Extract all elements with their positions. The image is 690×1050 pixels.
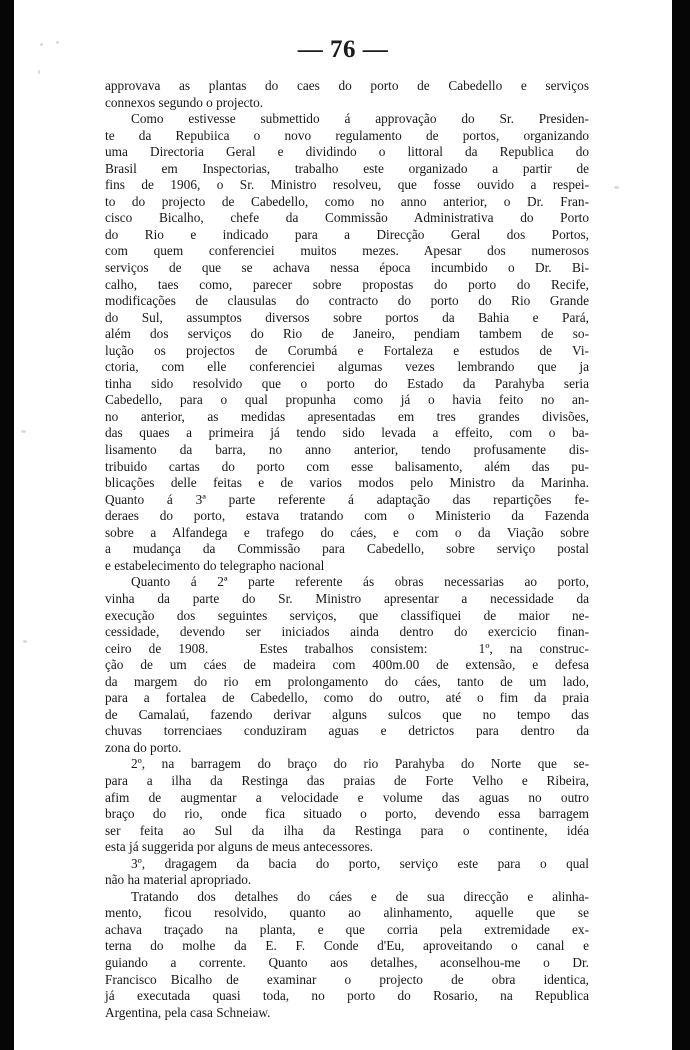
text-line: te da Repubiica o novo regulamento de portos, organizando (105, 127, 589, 143)
text-line: modificações de clausulas do contracto do porto do Rio Grande (105, 293, 589, 309)
text-line: cessidade, devendo ser iniciados ainda dentro do exercicio finan- (105, 624, 589, 640)
text-line: zona do porto. (105, 739, 182, 755)
text-line: terna do molhe da E. F. Conde d'Eu, aproveitando o canal e (105, 938, 589, 954)
text-line: connexos segundo o projecto. (105, 94, 264, 110)
page-sheet (14, 0, 672, 1050)
text-line: da margem do rio em prolongamento do cáes, tanto de um lado, (105, 673, 589, 689)
page-number: — 76 — (297, 36, 389, 63)
scan-speckle (38, 70, 40, 74)
text-line: ção de um cáes de madeira com 400m.00 de extensão, e defesa (105, 657, 589, 673)
text-line: vinha da parte do Sr. Ministro apresentar a necessidade da (105, 590, 589, 606)
text-line: uma Directoria Geral e dividindo o littoral da Republica do (105, 144, 589, 160)
text-line: sobre a Alfandega e trafego do cáes, e com o da Viação sobre (105, 524, 589, 540)
text-line: Cabedello, para o qual propunha como já o havia feito no an- (105, 392, 589, 408)
text-line: de Camalaú, fazendo derivar alguns sulcos que no tempo das (105, 706, 589, 722)
text-line: braço do rio, onde fica situado o porto, devendo essa barragem (105, 806, 589, 822)
text-line: tinha sido resolvido que o porto do Estado da Parahyba seria (105, 375, 589, 391)
text-line: Francisco Bicalho de examinar o projecto de obra identica, (105, 971, 589, 987)
text-line: afim de augmentar a velocidade e volume das aguas no outro (105, 789, 589, 805)
text-line: approvava as plantas do caes do porto de Cabedello e serviços (105, 78, 589, 93)
text-line: ser feita ao Sul da ilha da Restinga para o continente, idéa (105, 822, 589, 838)
text-line: deraes do porto, estava tratando com o Ministerio da Fazenda (105, 508, 589, 524)
text-line: execução dos seguintes serviços, que classifiquei de maior ne- (105, 607, 589, 623)
paragraph (105, 78, 589, 111)
text-line: Argentina, pela casa Schneiaw. (105, 1004, 271, 1020)
paragraph (105, 889, 589, 1021)
text-line: para a fortalea de Cabedello, como do outro, até o fim da praia (105, 690, 589, 706)
text-line: lução os projectos de Corumbá e Fortaleza e estudos de Vi- (105, 342, 589, 358)
text-line: ctoria, com elle conferenciei algumas vezes lembrando que ja (105, 359, 589, 375)
scan-speckle (21, 430, 26, 433)
text-line: Quanto á 2ª parte referente ás obras necessarias ao porto, (131, 574, 589, 590)
scan-speckle (23, 640, 27, 643)
text-line: cisco Bicalho, chefe da Commissão Administrativa do Porto (105, 210, 589, 226)
text-line: Quanto á 3ª parte referente á adaptação das repartições fe- (105, 491, 589, 507)
text-line: não ha material apropriado. (105, 872, 252, 888)
text-line: ceiro de 1908. Estes trabalhos consistem: 1º, na construc- (105, 640, 589, 656)
text-line: serviços de que se achava nessa época incumbido o Dr. Bi- (105, 260, 589, 276)
text-line: 2º, na barragem do braço do rio Parahyba do Norte que se- (131, 756, 589, 772)
text-line: e estabelecimento do telegrapho nacional (105, 557, 325, 573)
text-line: já executada quasi toda, no porto do Rosario, na Republica (105, 988, 589, 1004)
text-line: esta já suggerida por alguns de meus antecessores. (105, 839, 374, 855)
text-line: Brasil em Inspectorias, trabalho este organizado a partir de (105, 160, 589, 176)
text-line: com quem conferenciei muitos mezes. Apesar dos numerosos (105, 243, 589, 259)
text-line: lisamento da barra, no anno anterior, tendo profusamente dis- (105, 442, 589, 458)
scan-edge-right (672, 0, 690, 1050)
text-line: no anterior, as medidas apresentadas em tres grandes divisões, (105, 408, 589, 424)
text-line: mento, ficou resolvido, quanto ao alinhamento, aquelle que se (105, 905, 589, 921)
text-line: blicações delle feitas e de varios modos pelo Ministro da Marinha. (105, 475, 589, 491)
text-line: chuvas torrenciaes conduziram aguas e detrictos para dentro da (105, 723, 589, 739)
scan-speckle (614, 186, 619, 189)
text-line: do Sul, assumptos diversos sobre portos da Bahia e Pará, (105, 309, 589, 325)
scan-edge-left (0, 0, 14, 1050)
text-line: do Rio e indicado para a Direcção Geral dos Portos, (105, 226, 589, 242)
text-line: guiando a corrente. Quanto aos detalhes, aconselhou-me o Dr. (105, 954, 589, 970)
text-line: das quaes a primeira já tendo sido levada a effeito, com o ba- (105, 425, 589, 441)
text-line: tribuido cartas do porto com esse balisamento, além das pu- (105, 458, 589, 474)
text-line: calho, taes como, parecer sobre propostas do porto do Recife, (105, 276, 589, 292)
text-line: a mudança da Commissão para Cabedello, sobre serviço postal (105, 541, 589, 557)
text-line: Como estivesse submettido á approvação do Sr. Presiden- (131, 111, 589, 127)
text-line: além dos serviços do Rio de Janeiro, pendiam tambem de so- (105, 326, 589, 342)
paragraph (105, 856, 589, 889)
text-line: para a ilha da Restinga das praias de Forte Velho e Ribeira, (105, 772, 589, 788)
text-line: Tratando dos detalhes do cáes e de sua direcção e alinha- (131, 888, 589, 904)
page-body-text (105, 78, 589, 1021)
text-line: achava traçado na planta, e que corria pela extremidade ex- (105, 921, 589, 937)
paragraph (105, 756, 589, 855)
text-line: 3º, dragagem da bacia do porto, serviço este para o qual (131, 855, 589, 871)
paragraph (105, 574, 589, 756)
paragraph (105, 111, 589, 574)
text-line: fins de 1906, o Sr. Ministro resolveu, que fosse ouvido a respei- (105, 177, 589, 193)
text-line: to do projecto de Cabedello, como no anno anterior, o Dr. Fran- (105, 193, 589, 209)
